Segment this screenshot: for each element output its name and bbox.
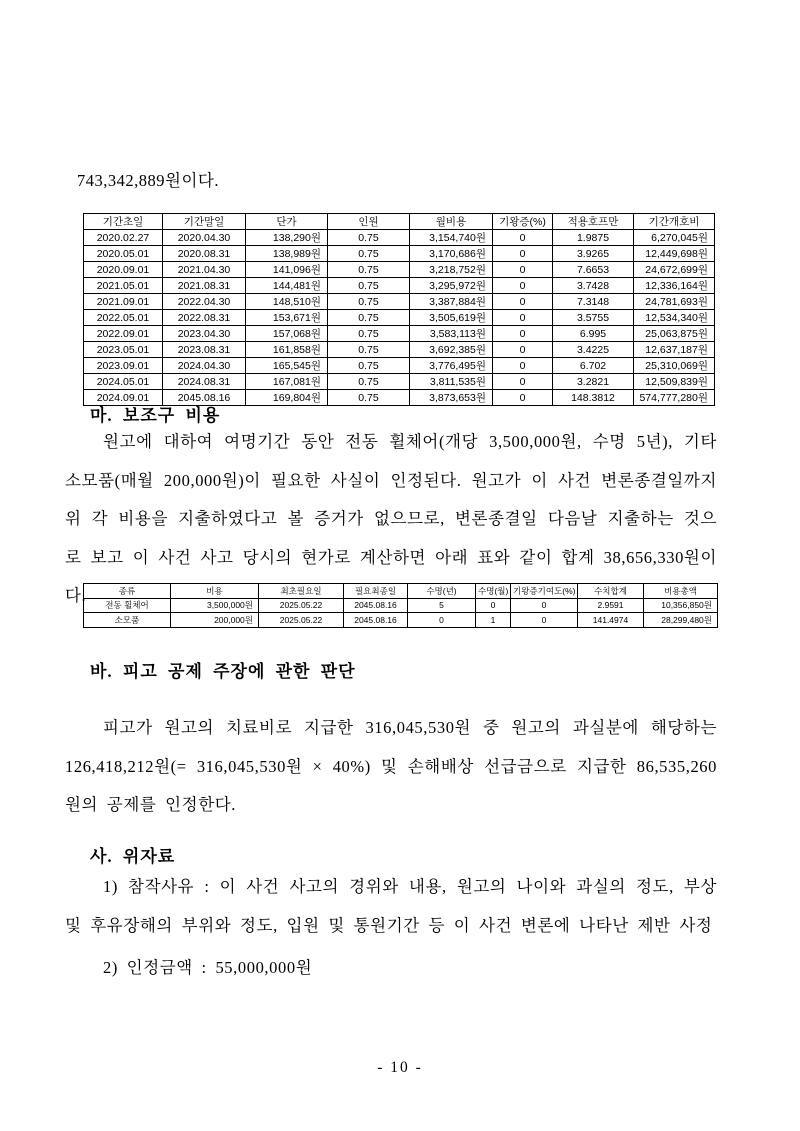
cell: 10,356,850원 [644,598,718,613]
cell: 0.75 [328,294,410,310]
cell: 12,534,340원 [634,310,715,326]
cell: 0.75 [328,390,410,406]
section-ma-paragraph: 원고에 대하여 여명기간 동안 전동 휠체어(개당 3,500,000원, 수명 5년), 기타 소모품(매월 200,000원)이 필요한 사실이 인정된다. 원고가 이 사건 변론종결일까지 위 각 비용을 지출하였다고 볼 증거가 없으므로, 변론종결일 다음날 지출하는 것으로 보고 이 사건 사고 당시의 현가로 계산하면 아래 표와 같이 합계 38,656,330원이다. [65,432,717,605]
cell: 0 [493,390,553,406]
cell: 0.75 [328,358,410,374]
section-sa-item2: 2) 인정금액 : 55,000,000원 [103,958,313,977]
section-sa-item1: 1) 참작사유 : 이 사건 사고의 경위와 내용, 원고의 나이와 과실의 정도, 부상 및 후유장해의 부위와 정도, 입원 및 통원기간 등 이 사건 변론에 나타난 제반 사정 [65,877,717,935]
section-heading-ba: 바. 피고 공제 주장에 관한 판단 [90,662,356,681]
cell: 24,672,699원 [634,262,715,278]
cell: 2025.05.22 [259,598,344,613]
cell: 0 [493,246,553,262]
cell: 148.3812 [553,390,634,406]
cell: 0.75 [328,342,410,358]
cell: 0 [493,230,553,246]
table-row [84,374,715,390]
header-cell: 인원 [328,214,410,230]
header-cell: 수명(월) [476,584,511,599]
cell: 161,858원 [246,342,328,358]
cell: 2020.02.27 [84,230,163,246]
cell: 1.9875 [553,230,634,246]
cell: 2023.09.01 [84,358,163,374]
cell: 2021.05.01 [84,278,163,294]
cell: 소모품 [84,613,171,628]
cell: 2020.04.30 [163,230,246,246]
cell: 6,270,045원 [634,230,715,246]
cell: 0 [408,613,476,628]
cell: 2021.04.30 [163,262,246,278]
cell: 12,509,839원 [634,374,715,390]
page-number: - 10 - [377,1059,423,1076]
cell: 12,637,187원 [634,342,715,358]
table-row [84,358,715,374]
cell: 0 [493,342,553,358]
cell: 2025.05.22 [259,613,344,628]
cell: 0 [493,374,553,390]
carryover-amount-line: 743,342,889원이다. [77,171,219,190]
cell: 0 [493,326,553,342]
cell: 0.75 [328,246,410,262]
cell: 3.5755 [553,310,634,326]
table-row [84,342,715,358]
cell: 0.75 [328,326,410,342]
table-body [84,230,715,406]
cell: 157,068원 [246,326,328,342]
cell: 167,081원 [246,374,328,390]
cell: 7.6653 [553,262,634,278]
cell: 3.9265 [553,246,634,262]
table-row [84,278,715,294]
section-heading-ma: 마. 보조구 비용 [90,406,221,425]
cell: 0 [493,310,553,326]
cell: 0 [493,262,553,278]
header-cell: 비용총액 [644,584,718,599]
table-row [84,262,715,278]
cell: 2022.05.01 [84,310,163,326]
cell: 141.4974 [578,613,644,628]
cell: 141,096원 [246,262,328,278]
cell: 0 [511,613,578,628]
header-cell: 기왕증(%) [493,214,553,230]
cell: 25,310,069원 [634,358,715,374]
header-cell: 기간개호비 [634,214,715,230]
cell: 1 [476,613,511,628]
cell: 2024.04.30 [163,358,246,374]
header-cell: 단가 [246,214,328,230]
header-cell: 기간말일 [163,214,246,230]
cell: 3.4225 [553,342,634,358]
cell: 200,000원 [171,613,259,628]
cell: 2021.09.01 [84,294,163,310]
header-cell: 월비용 [410,214,493,230]
header-cell: 종류 [84,584,171,599]
table-row [84,613,718,628]
nursing-cost-table [83,213,715,406]
cell: 0 [493,358,553,374]
cell: 0 [493,294,553,310]
cell: 3.2821 [553,374,634,390]
header-cell: 적용호프만 [553,214,634,230]
cell: 3,692,385원 [410,342,493,358]
cell: 12,449,698원 [634,246,715,262]
cell: 153,671원 [246,310,328,326]
cell: 2020.09.01 [84,262,163,278]
header-cell: 기간초일 [84,214,163,230]
aid-equipment-cost-table [83,583,718,628]
cell: 0.75 [328,310,410,326]
section-ba-paragraph: 피고가 원고의 치료비로 지급한 316,045,530원 중 원고의 과실분에 해당하는 126,418,212원(= 316,045,530원 × 40%) 및 손해배상 선급금으로 지급한 86,535,260원의 공제를 인정한다. [65,718,717,814]
cell: 2024.05.01 [84,374,163,390]
cell: 3,500,000원 [171,598,259,613]
cell: 2024.08.31 [163,374,246,390]
cell: 2022.09.01 [84,326,163,342]
cell: 0 [493,278,553,294]
cell: 2045.08.16 [344,613,408,628]
cell: 148,510원 [246,294,328,310]
cell: 3,583,113원 [410,326,493,342]
cell: 3,505,619원 [410,310,493,326]
table-header-row [84,214,715,230]
cell: 0.75 [328,278,410,294]
cell: 3,218,752원 [410,262,493,278]
cell: 6.995 [553,326,634,342]
cell: 3,295,972원 [410,278,493,294]
table-row [84,230,715,246]
cell: 2045.08.16 [344,598,408,613]
cell: 0 [511,598,578,613]
cell: 0.75 [328,262,410,278]
header-cell: 수치합계 [578,584,644,599]
cell: 12,336,164원 [634,278,715,294]
cell: 28,299,480원 [644,613,718,628]
cell: 2023.04.30 [163,326,246,342]
table-row [84,294,715,310]
cell: 0 [476,598,511,613]
cell: 3,811,535원 [410,374,493,390]
cell: 2021.08.31 [163,278,246,294]
table-row [84,310,715,326]
cell: 2020.08.31 [163,246,246,262]
cell: 3,387,884원 [410,294,493,310]
cell: 3,873,653원 [410,390,493,406]
cell: 0.75 [328,374,410,390]
cell: 24,781,693원 [634,294,715,310]
cell: 165,545원 [246,358,328,374]
table-row [84,326,715,342]
table-row [84,598,718,613]
header-cell: 수명(년) [408,584,476,599]
table-body [84,598,718,627]
header-cell: 기왕증기여도(%) [511,584,578,599]
cell: 144,481원 [246,278,328,294]
cell: 7.3148 [553,294,634,310]
cell: 25,063,875원 [634,326,715,342]
cell: 2045.08.16 [163,390,246,406]
cell: 3.7428 [553,278,634,294]
cell: 전동 휠체어 [84,598,171,613]
cell: 2024.09.01 [84,390,163,406]
cell: 138,989원 [246,246,328,262]
cell: 6.702 [553,358,634,374]
cell: 3,170,686원 [410,246,493,262]
cell: 5 [408,598,476,613]
table-header-row [84,584,718,599]
table-row [84,246,715,262]
header-cell: 최초필요일 [259,584,344,599]
cell: 2022.08.31 [163,310,246,326]
cell: 0.75 [328,230,410,246]
cell: 2023.08.31 [163,342,246,358]
cell: 169,804원 [246,390,328,406]
cell: 3,776,495원 [410,358,493,374]
header-cell: 필요최종일 [344,584,408,599]
cell: 574,777,280원 [634,390,715,406]
cell: 2.9591 [578,598,644,613]
cell: 2020.05.01 [84,246,163,262]
cell: 3,154,740원 [410,230,493,246]
cell: 138,290원 [246,230,328,246]
cell: 2023.05.01 [84,342,163,358]
cell: 2022.04.30 [163,294,246,310]
header-cell: 비용 [171,584,259,599]
section-heading-sa: 사. 위자료 [90,847,176,866]
